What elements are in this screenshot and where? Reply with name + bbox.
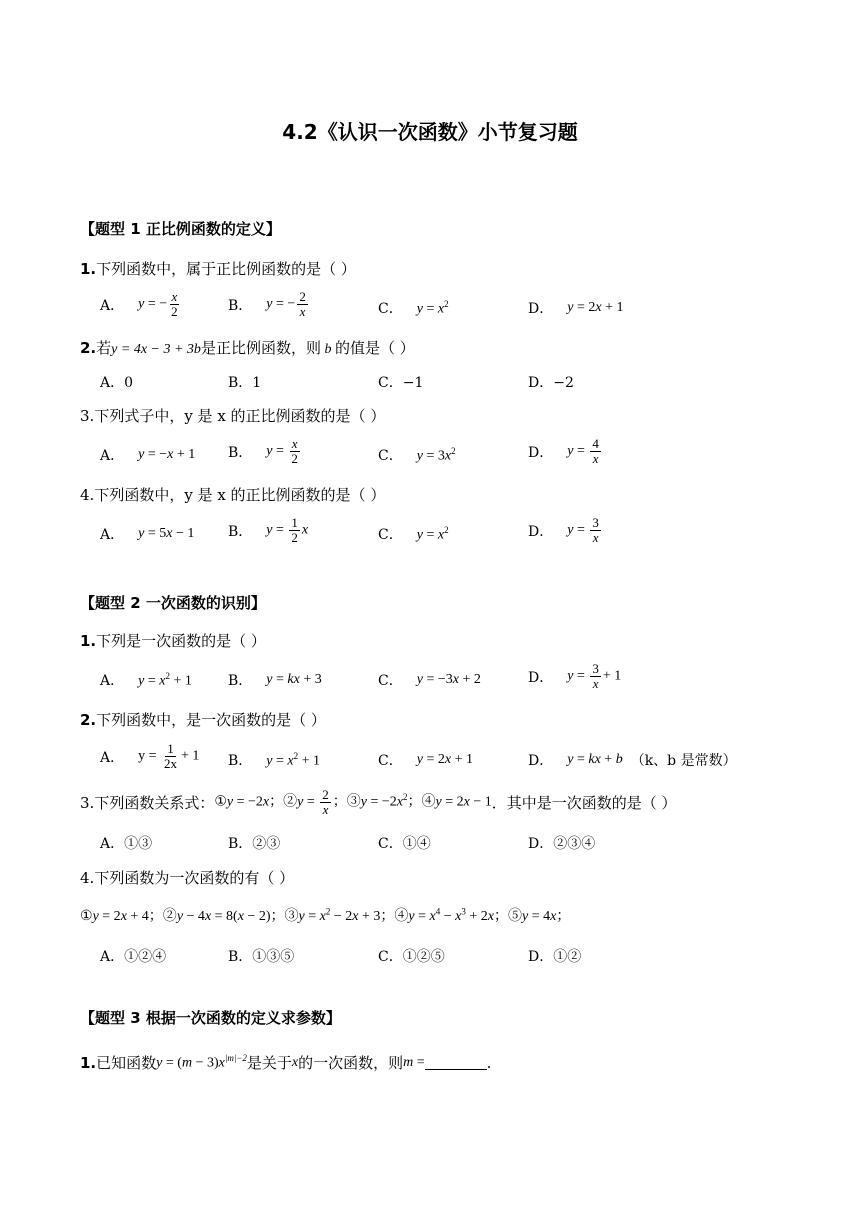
option-a: A． y = −x + 1 <box>100 447 196 464</box>
question-stem: 3. 下列函数关系式： ①y = −2x；②y = $\frac{2}{x}$ ；③y = $-2x^2$；④y = 2x − 1 ．其中是一次函数的是（ ） <box>80 787 677 817</box>
option-a: A． $y = x^2 + 1$ <box>100 670 192 689</box>
option-d: D．−2 <box>528 375 574 391</box>
option-d: D． y = kx + b （k、b 是常数） <box>528 752 737 769</box>
option-d: D． y = $\frac{4}{x}$ <box>528 436 599 466</box>
section-heading: 【题型 1 正比例函数的定义】 <box>80 220 281 238</box>
question-stem: 1.下列函数中，属于正比例函数的是（ ） <box>80 260 356 278</box>
option-c: C．−1 <box>378 375 424 391</box>
option-b: B． y = $\frac{x}{2}$ <box>228 436 298 466</box>
option-d: D． y = $\frac{3}{x}$ + 1 <box>528 661 622 691</box>
question-stem: 3.下列式子中，y 是 x 的正比例函数的是（ ） <box>80 407 386 425</box>
function-list: ①y = 2x + 4；②y − 4x = 8(x − 2)；③y = $x^2 - 2x + 3$；④y = $x^4 - x^3 + 2x$；⑤y = 4x； <box>80 906 571 924</box>
section-heading: 【题型 3 根据一次函数的定义求参数】 <box>80 1009 341 1027</box>
option-c: C． y = 2x + 1 <box>378 752 473 769</box>
section-heading: 【题型 2 一次函数的识别】 <box>80 594 266 612</box>
option-d: D． y = $\frac{3}{x}$ <box>528 515 599 545</box>
option-a: A．①②④ <box>100 949 167 965</box>
option-d: D．②③④ <box>528 836 596 852</box>
option-a: A． y = 5x − 1 <box>100 526 195 543</box>
option-b: B． $y = x^2 + 1$ <box>228 750 321 769</box>
option-c: C． y = −3x + 2 <box>378 672 481 689</box>
question-stem: 2.下列函数中，是一次函数的是（ ） <box>80 711 326 729</box>
option-b: B． y = − $\frac{2}{x}$ <box>228 289 306 319</box>
option-a: A． y = $\frac{1}{2x}$ + 1 <box>100 741 200 771</box>
option-c: C．①④ <box>378 836 431 852</box>
option-b: B．②③ <box>228 836 281 852</box>
option-b: B．1 <box>228 375 262 391</box>
option-d: D．①② <box>528 949 582 965</box>
option-c: C． $y = x^2$ <box>378 298 449 317</box>
question-stem: 1.下列是一次函数的是（ ） <box>80 632 266 650</box>
option-a: A． y = − $\frac{x}{2}$ <box>100 289 178 319</box>
option-b: B． y = $\frac{1}{2}$ x <box>228 515 309 545</box>
option-c: C． $y = x^2$ <box>378 524 449 543</box>
question-stem: 2.若y = 4x − 3 + 3b是正比例函数，则 b 的值是（ ） <box>80 339 415 357</box>
question-stem: 4.下列函数中，y 是 x 的正比例函数的是（ ） <box>80 486 386 504</box>
option-a: A．0 <box>100 375 134 391</box>
question-stem: 4.下列函数为一次函数的有（ ） <box>80 869 295 887</box>
option-b: B．①③⑤ <box>228 949 295 965</box>
page-title: 4.2《认识一次函数》小节复习题 <box>282 120 578 144</box>
question-stem: 1. 已知函数 $y = (m - 3)x^{|m|-2}$ 是关于 x 的一次函数，则 m = . <box>80 1053 492 1072</box>
option-c: C． $y = 3x^2$ <box>378 445 456 464</box>
option-d: D． y = 2x + 1 <box>528 300 624 317</box>
option-b: B． y = kx + 3 <box>228 672 322 689</box>
option-a: A．①③ <box>100 836 153 852</box>
answer-blank[interactable] <box>425 1055 487 1070</box>
option-c: C．①②⑤ <box>378 949 445 965</box>
